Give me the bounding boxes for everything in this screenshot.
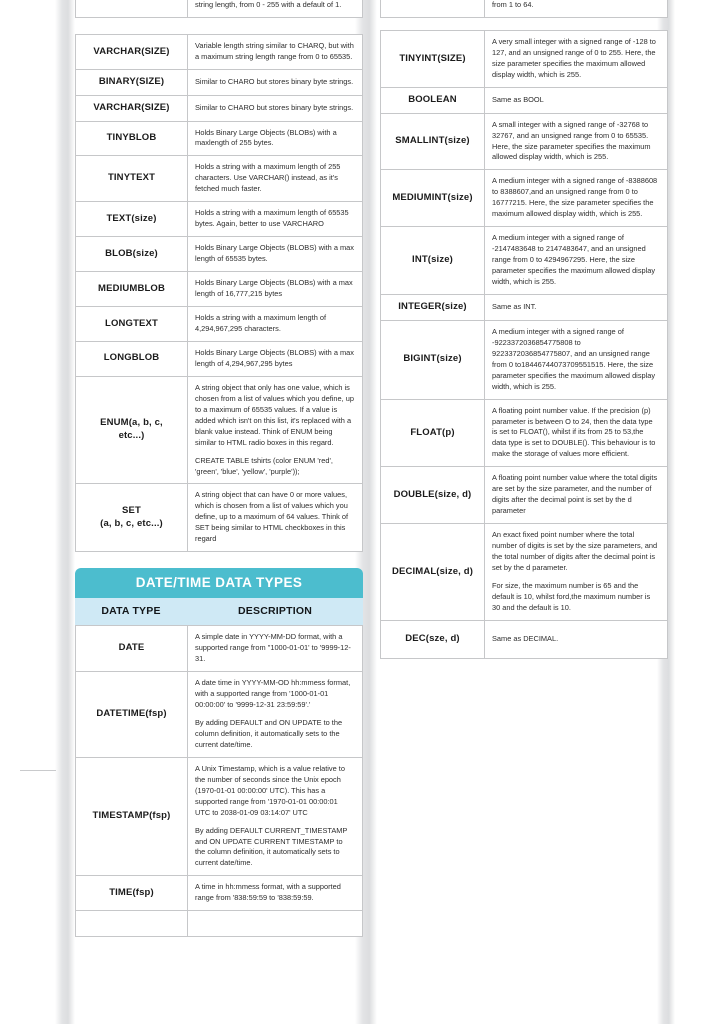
table-row <box>381 113 668 170</box>
cell-description: A time in hh:mmess format, with a supported range from '838:59:59 to '838:59:59. <box>188 876 363 911</box>
table-row <box>76 876 363 911</box>
table-row <box>76 757 363 876</box>
cell-type: DEC(sze, d) <box>381 620 485 658</box>
cell-description: A small integer with a signed range of -32768 to 32767, and an unsigned range from 0 to 65535. Here, the size parameter specifies the maximum allowed display width, which is 255. <box>485 113 668 170</box>
left-clipped-top-row <box>75 0 363 34</box>
cell-description: Same as INT. <box>485 295 668 321</box>
left-column <box>75 0 363 947</box>
cell-description: Similar to CHARO but stores binary byte strings. <box>188 69 363 95</box>
cell-type: DOUBLE(size, d) <box>381 467 485 524</box>
table-row <box>76 121 363 156</box>
datetime-column-headers <box>75 598 363 625</box>
cell-description: Same as BOOL <box>485 87 668 113</box>
cell-type: ENUM(a, b, c, etc...) <box>76 376 188 484</box>
cell-description: Same as DECIMAL. <box>485 620 668 658</box>
margin-rule <box>20 770 56 771</box>
cell-type: TIMESTAMP(fsp) <box>76 757 188 876</box>
table-row <box>76 484 363 552</box>
table-row <box>381 87 668 113</box>
table-row <box>381 170 668 227</box>
numeric-data-types-table <box>380 30 668 659</box>
cell-description: Holds Binary Large Objects (BLOBS) with a max length of 65535 bytes. <box>188 237 363 272</box>
table-row <box>76 626 363 672</box>
datetime-table-wrapper <box>75 625 363 947</box>
cell-description: A floating point number value. If the precision (p) parameter is between O to 24, then the data type is set to FLOAT(), whilst if its from 25 to 53,the data type is set to DOUBLE(). This behaviour is to make the storage of values more efficient. <box>485 399 668 467</box>
cell-description: Holds Binary Large Objects (BLOBs) with a max length of 16,777,215 bytes <box>188 272 363 307</box>
cell-description: Holds a string with a maximum length of 255 characters. Use VARCHAR() instead, as it's fetched much faster. <box>188 156 363 202</box>
cell-description: A medium integer with a signed range of -8388608 to 8388607,and an unsigned range from 0 to 16777215. Here, the size parameter specifies the maximum allowed display width, which is 255. <box>485 170 668 227</box>
table-row <box>381 295 668 321</box>
table-row <box>76 307 363 342</box>
table-row <box>381 399 668 467</box>
table-row <box>76 911 363 937</box>
table-row <box>381 31 668 88</box>
cell-type <box>76 0 188 17</box>
cell-type: LONGBLOB <box>76 341 188 376</box>
table-row <box>76 376 363 484</box>
cell-type: TINYBLOB <box>76 121 188 156</box>
table-row <box>76 95 363 121</box>
cell-type: FLOAT(p) <box>381 399 485 467</box>
cell-type <box>76 911 188 937</box>
table-row <box>381 467 668 524</box>
cell-description <box>188 911 363 937</box>
cell-description: A medium integer with a signed range of -9223372036854775808 to 9223372036854775807, and an unsigned range from 0 to18446744073709551515. Here, the size parameter specifies the maximum allowed display width, which is 255. <box>485 320 668 399</box>
cell-description: Holds Binary Large Objects (BLOBs) with a maxlength of 255 bytes. <box>188 121 363 156</box>
cell-type: DECIMAL(size, d) <box>381 524 485 621</box>
cell-description: A Unix Timestamp, which is a value relative to the number of seconds since the Unix epoch (1970-01-01 00:00:00' UTC). This has a supported range from '1970-01-01 00:00:01 UTC to 2038-01-09 03:14:07' UTC By adding DEFAULT CURRENT_TIMESTAMP and ON UPDATE CURRENT TIMESTAMP to the column definition, it automatically sets to current date/time. <box>188 757 363 876</box>
cell-type: VARCHAR(SIZE) <box>76 95 188 121</box>
datetime-data-types-table <box>75 625 363 937</box>
cell-description: A date time in YYYY-MM-OD hh:mmess format, with a supported range from '1000-01-01 00:00:00' to '9999-12-31 23:59:59'.' By adding DEFAULT and ON UPDATE to the column definition, it automatically sets to the current date/time. <box>188 672 363 758</box>
cell-description: Variable length string similar to CHARQ, but with a maximum string length range from 0 to 65535. <box>188 35 363 70</box>
page-gutter-left <box>55 0 75 1024</box>
cell-type: BIGINT(size) <box>381 320 485 399</box>
cell-description: Holds a string with a maximum length of 65535 bytes. Again, better to use VARCHARO <box>188 202 363 237</box>
table-row <box>381 620 668 658</box>
cell-description: A string object that can have 0 or more values, which is chosen from a list of values which you define, up to a maximum of 64 values. Think of SET being similar to HTML checkboxes in this regard <box>188 484 363 552</box>
cell-type: TINYINT(SIZE) <box>381 31 485 88</box>
cell-type: TEXT(size) <box>76 202 188 237</box>
cell-description: Holds Binary Large Objects (BLOBS) with a max length of 4,294,967,295 bytes <box>188 341 363 376</box>
right-column <box>380 0 668 659</box>
cell-type: BOOLEAN <box>381 87 485 113</box>
table-row <box>76 672 363 758</box>
cell-type: INT(size) <box>381 227 485 295</box>
cell-type: MEDIUMINT(size) <box>381 170 485 227</box>
cell-type: INTEGER(size) <box>381 295 485 321</box>
cell-type: SET (a, b, c, etc...) <box>76 484 188 552</box>
table-row <box>76 156 363 202</box>
string-data-types-table <box>75 34 363 552</box>
cell-type: DATETIME(fsp) <box>76 672 188 758</box>
table-row <box>76 341 363 376</box>
column-header-data-type: DATA TYPE <box>101 605 161 618</box>
table-row <box>76 237 363 272</box>
table-row <box>76 202 363 237</box>
cell-type: BINARY(SIZE) <box>76 69 188 95</box>
cell-description: Holds a string with a maximum length of 4,294,967,295 characters. <box>188 307 363 342</box>
cell-type: MEDIUMBLOB <box>76 272 188 307</box>
table-row <box>381 227 668 295</box>
table-row <box>76 0 363 17</box>
cell-description: Similar to CHARO but stores binary byte strings. <box>188 95 363 121</box>
cell-type: DATE <box>76 626 188 672</box>
cell-description: from 1 to 64. <box>485 0 668 17</box>
table-row <box>381 320 668 399</box>
cell-description: string length, from 0 - 255 with a default of 1. <box>188 0 363 17</box>
table-row <box>381 524 668 621</box>
table-row <box>76 69 363 95</box>
cell-type <box>381 0 485 17</box>
cell-description: An exact fixed point number where the total number of digits is set by the size parameters, and the total number of digits after the decimal point is set by the d parameter. For size, the maximum number is 65 and the default is 10, whilst ford,the maximum number is 30 and the default is 10. <box>485 524 668 621</box>
cell-type: VARCHAR(SIZE) <box>76 35 188 70</box>
right-clipped-top-row <box>380 0 668 30</box>
cell-type: TINYTEXT <box>76 156 188 202</box>
table-row <box>381 0 668 17</box>
cell-description: A medium integer with a signed range of -2147483648 to 2147483647, and an unsigned range from 0 to 4294967295. Here, the size parameter specifies the maximum allowed display width, which is 255. <box>485 227 668 295</box>
cell-description: A very small integer with a signed range of -128 to 127, and an unsigned range of 0 to 255. Here, the size parameter specifies the maximum allowed display width, which is 255. <box>485 31 668 88</box>
cell-type: BLOB(size) <box>76 237 188 272</box>
table-row <box>76 35 363 70</box>
cell-type: LONGTEXT <box>76 307 188 342</box>
column-header-description: DESCRIPTION <box>238 605 312 618</box>
cell-type: SMALLINT(size) <box>381 113 485 170</box>
cell-description: A simple date in YYYY-MM-DD format, with a supported range from "1000-01-01' to '9999-12-31. <box>188 626 363 672</box>
cell-description: A floating point number value where the total digits are set by the size parameter, and the number of digits after the decimal point is set by the d parameter <box>485 467 668 524</box>
section-title-datetime: DATE/TIME DATA TYPES <box>75 568 363 598</box>
cell-description: A string object that only has one value, which is chosen from a list of values which you define, up to a maximum of 65535 values. If a value is added which isn't on this list, it's replaced with a blank value instead. Think of ENUM being similar to HTML radio boxes in this regard. CREATE TABLE tshirts (color ENUM 'red', 'green', 'blue', 'yellow', 'purple')); <box>188 376 363 484</box>
table-row <box>76 272 363 307</box>
datetime-section <box>75 568 363 947</box>
cell-type: TIME(fsp) <box>76 876 188 911</box>
